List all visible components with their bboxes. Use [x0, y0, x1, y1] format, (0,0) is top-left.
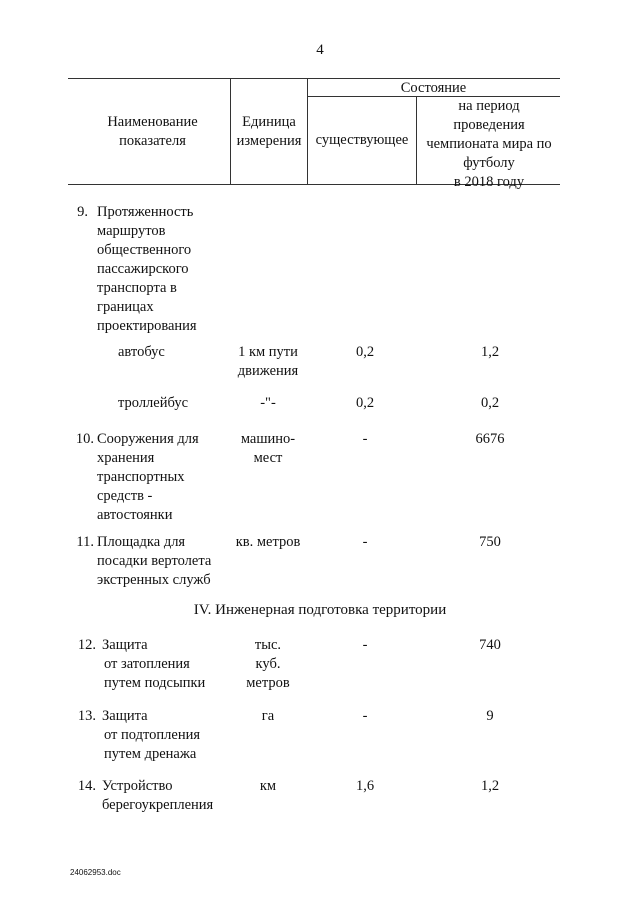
row-11-period: 750: [479, 534, 501, 550]
row-14-number: 14.: [77, 778, 96, 794]
row-13-name: Защита от подтопления путем дренажа: [102, 708, 201, 762]
row-11-number: 11.: [76, 534, 94, 550]
row-12-name: Защита от затопления путем подсыпки: [102, 637, 206, 691]
row-11-unit: кв. метров: [235, 534, 301, 550]
row-12-period: 740: [479, 637, 501, 653]
row-bus-existing: 0,2: [355, 344, 375, 360]
col-divider-3: [416, 96, 417, 184]
row-10-name: Сооружения для хранения транспортных средств - автостоянки: [97, 431, 199, 523]
row-trolleybus-period: 0,2: [480, 395, 500, 411]
row-13-existing: -: [362, 708, 368, 724]
row-12-number: 12.: [77, 637, 96, 653]
row-13-unit: га: [261, 708, 275, 724]
row-9-number: 9.: [77, 204, 88, 220]
row-trolleybus-unit: -"-: [260, 395, 276, 411]
row-13-period: 9: [486, 708, 494, 724]
row-12-existing: -: [362, 637, 368, 653]
header-unit: Единица измерения: [236, 114, 302, 149]
row-bus-name: автобус: [118, 344, 165, 360]
header-name: Наименование показателя: [107, 114, 198, 149]
row-12-unit: тыс. куб. метров: [246, 637, 290, 691]
page-number: 4: [316, 42, 324, 58]
header-existing: существующее: [315, 132, 409, 148]
row-10-number: 10.: [75, 431, 94, 447]
row-10-unit: машино- мест: [240, 431, 296, 466]
row-14-existing: 1,6: [355, 778, 375, 794]
header-state: Состояние: [400, 80, 467, 96]
row-trolleybus-existing: 0,2: [355, 395, 375, 411]
row-10-existing: -: [362, 431, 368, 447]
row-14-name: Устройство берегоукрепления: [102, 778, 214, 813]
row-10-period: 6676: [475, 431, 505, 447]
row-9-name: Протяженность маршрутов общественного пассажирского транспорта в границах проектирования: [97, 204, 197, 334]
row-bus-period: 1,2: [480, 344, 500, 360]
footer-filename: 24062953.doc: [70, 868, 121, 877]
section-iv-title: IV. Инженерная подготовка территории: [193, 602, 447, 618]
row-11-name: Площадка для посадки вертолета экстренных служб: [97, 534, 212, 588]
row-14-period: 1,2: [480, 778, 500, 794]
row-11-existing: -: [362, 534, 368, 550]
row-14-unit: км: [259, 778, 277, 794]
header-period: на период проведения чемпионата мира по футболу в 2018 году: [426, 98, 552, 190]
row-13-number: 13.: [77, 708, 96, 724]
row-bus-unit: 1 км пути движения: [237, 344, 299, 379]
col-divider-1: [230, 78, 231, 184]
row-trolleybus-name: троллейбус: [118, 395, 189, 411]
